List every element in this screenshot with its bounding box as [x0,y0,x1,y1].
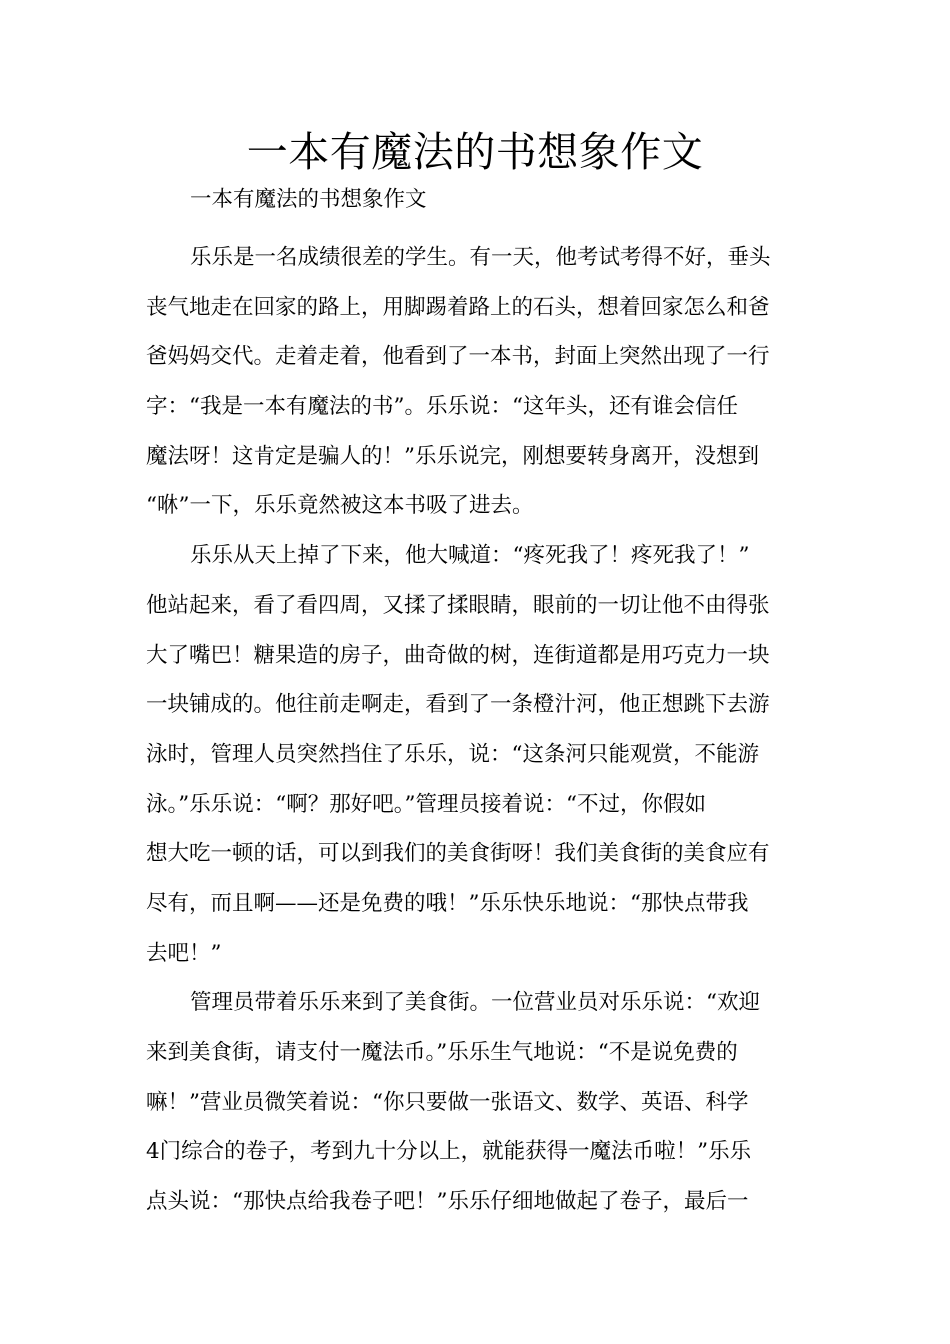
paragraph-line: 泳。”乐乐说：“啊？那好吧。”管理员接着说：“不过，你假如 [146,791,706,817]
paragraph-line: 嘛！”营业员微笑着说：“你只要做一张语文、数学、英语、科学 [146,1089,749,1115]
paragraph-line: 大了嘴巴！糖果造的房子，曲奇做的树，连街道都是用巧克力一块 [146,642,770,668]
paragraph-2 [146,531,806,978]
document-title: 一本有魔法的书想象作文 [246,128,704,176]
paragraph-line: 一块铺成的。他往前走啊走，看到了一条橙汁河，他正想跳下去游 [146,692,770,718]
paragraph-line: 管理员带着乐乐来到了美食街。一位营业员对乐乐说：“欢迎 [190,990,760,1016]
paragraph-line: 字：“我是一本有魔法的书”。乐乐说：“这年头，还有谁会信任 [146,394,738,420]
paragraph-line: 爸妈妈交代。走着走着，他看到了一本书，封面上突然出现了一行 [146,344,770,370]
document-subtitle: 一本有魔法的书想象作文 [190,187,427,212]
paragraph-line: 泳时，管理人员突然挡住了乐乐，说：“这条河只能观赏，不能游 [146,741,759,767]
paragraph-line: 他站起来，看了看四周，又揉了揉眼睛，眼前的一切让他不由得张 [146,592,770,618]
paragraph-line: 魔法呀！这肯定是骗人的！”乐乐说完，刚想要转身离开，没想到 [146,443,759,469]
paragraph-line: 乐乐是一名成绩很差的学生。有一天，他考试考得不好，垂头 [190,245,771,270]
paragraph-line: “咻”一下，乐乐竟然被这本书吸了进去。 [146,493,534,519]
paragraph-line: 乐乐从天上掉了下来，他大喊道：“疼死我了！疼死我了！” [190,543,750,569]
document-body [146,233,806,1227]
paragraph-3 [146,978,806,1226]
paragraph-line: 点头说：“那快点给我卷子吧！”乐乐仔细地做起了卷子，最后一 [146,1189,749,1215]
paragraph-line: 丧气地走在回家的路上，用脚踢着路上的石头，想着回家怎么和爸 [146,294,770,320]
paragraph-line: 去吧！” [146,940,222,966]
paragraph-line: 来到美食街，请支付一魔法币。”乐乐生气地说：“不是说免费的 [146,1040,738,1065]
paragraph-line: 4门综合的卷子，考到九十分以上，就能获得一魔法币啦！”乐乐 [146,1139,752,1165]
paragraph-line: 尽有，而且啊——还是免费的哦！”乐乐快乐地说：“那快点带我 [146,890,749,916]
paragraph-line: 想大吃一顿的话，可以到我们的美食街呀！我们美食街的美食应有 [146,841,770,867]
paragraph-1 [146,233,806,531]
